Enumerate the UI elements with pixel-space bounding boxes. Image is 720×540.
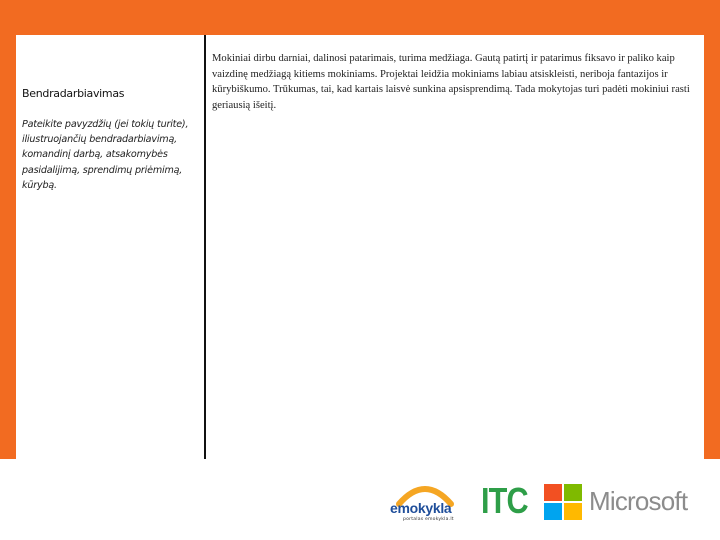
section-heading: Bendradarbiavimas	[22, 87, 125, 100]
column-divider	[204, 35, 206, 459]
itc-logo: ITC	[481, 480, 528, 521]
emokykla-tagline: portalas emokykla.lt	[403, 517, 454, 522]
emokykla-wordmark: emokykla	[390, 500, 452, 516]
emokykla-logo	[389, 480, 465, 524]
answer-text: Mokiniai dirbu darniai, dalinosi patarimais, turima medžiaga. Gautą patirtį ir patarimus fiksavo ir paliko kaip vaizdinę medžiagą kitiems mokiniams. Projektai leidžia mokiniams labiau atsiskleisti, neriboja fantazijos ir kūrybiškumo. Trūkumas, tai, kad kartais laisvė sunkina apsisprendimą. Tada mokytojas turi padėti mokiniui rasti geriausią išeitį.	[212, 53, 690, 111]
section-prompt: Pateikite pavyzdžių (jei tokių turite), iliustruojančių bendradarbiavimą, komandinį darbą, atsakomybės pasidalijimą, sprendimų priėmimą, kūrybą.	[22, 119, 189, 191]
microsoft-wordmark: Microsoft	[589, 486, 688, 516]
microsoft-logo-icon	[544, 484, 582, 520]
left-column	[22, 85, 202, 193]
